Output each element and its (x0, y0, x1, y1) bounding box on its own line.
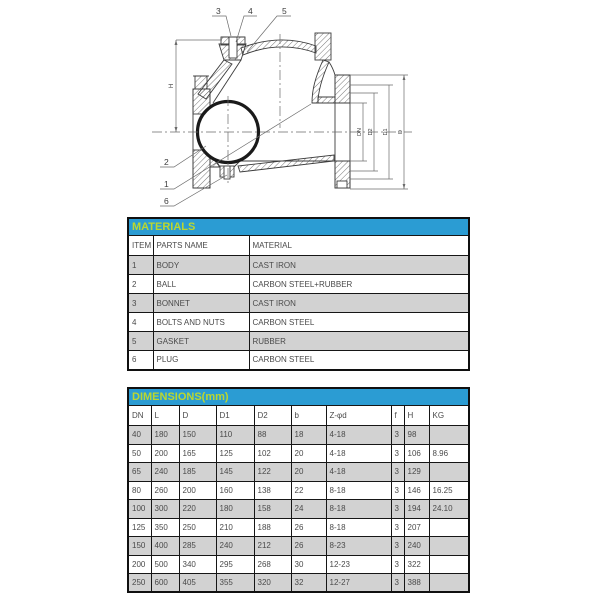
table-cell: 3 (391, 574, 404, 593)
table-cell: 138 (254, 481, 291, 500)
table-cell: 32 (291, 574, 326, 593)
table-cell: 158 (254, 500, 291, 519)
table-cell: CAST IRON (249, 256, 469, 275)
table-cell: 150 (128, 537, 151, 556)
column-header: L (151, 406, 179, 426)
table-cell: 295 (216, 555, 254, 574)
table-cell: 320 (254, 574, 291, 593)
table-cell: 65 (128, 463, 151, 482)
column-header: H (404, 406, 429, 426)
table-cell: 8-18 (326, 518, 391, 537)
table-cell: 24 (291, 500, 326, 519)
table-cell: 160 (216, 481, 254, 500)
table-row (128, 518, 469, 537)
table-cell: 355 (216, 574, 254, 593)
table-cell: 1 (128, 256, 153, 275)
column-header: PARTS NAME (153, 236, 249, 256)
table-cell: 125 (216, 444, 254, 463)
table-cell: 500 (151, 555, 179, 574)
table-row (128, 332, 469, 351)
table-cell: 260 (151, 481, 179, 500)
dim-label-d: D (398, 130, 404, 134)
table-cell: 12-23 (326, 555, 391, 574)
table-cell: 3 (391, 463, 404, 482)
table-cell: 3 (391, 500, 404, 519)
table-cell: 300 (151, 500, 179, 519)
table-cell: 150 (179, 426, 216, 445)
table-cell: 40 (128, 426, 151, 445)
table-cell (429, 463, 469, 482)
table-cell: 194 (404, 500, 429, 519)
callout-2: 2 (164, 157, 169, 167)
table-row (128, 537, 469, 556)
column-header: b (291, 406, 326, 426)
column-header: D1 (216, 406, 254, 426)
table-cell (429, 574, 469, 593)
table-cell: 30 (291, 555, 326, 574)
dim-label-d1: D1 (383, 128, 389, 136)
table-cell: 98 (404, 426, 429, 445)
table-cell: 106 (404, 444, 429, 463)
table-cell: 4-18 (326, 444, 391, 463)
table-cell: 405 (179, 574, 216, 593)
table-cell: 180 (151, 426, 179, 445)
table-cell: 3 (391, 481, 404, 500)
table-row (128, 574, 469, 593)
table-cell: 200 (151, 444, 179, 463)
table-row (128, 500, 469, 519)
table-cell: CAST IRON (249, 294, 469, 313)
column-header: ITEM (128, 236, 153, 256)
table-cell: 88 (254, 426, 291, 445)
table-cell: CARBON STEEL (249, 313, 469, 332)
table-cell: 200 (179, 481, 216, 500)
table-cell (429, 426, 469, 445)
table-cell: 122 (254, 463, 291, 482)
table-cell: 188 (254, 518, 291, 537)
table-cell: 26 (291, 537, 326, 556)
table-row (128, 555, 469, 574)
materials-title: MATERIALS (128, 218, 469, 236)
table-cell: 129 (404, 463, 429, 482)
callout-5: 5 (282, 6, 287, 16)
column-header: DN (128, 406, 151, 426)
materials-header-row (128, 236, 469, 256)
dim-label-dn: DN (357, 128, 363, 136)
table-cell: 3 (391, 426, 404, 445)
table-cell: 285 (179, 537, 216, 556)
outlet-neck (312, 60, 335, 103)
table-cell: 3 (128, 294, 153, 313)
dimensions-title-bar (128, 388, 469, 406)
dim-label-d2: D2 (368, 128, 374, 136)
table-cell: 26 (291, 518, 326, 537)
materials-table (127, 217, 470, 371)
dimensions-title: DIMENSIONS(mm) (128, 388, 469, 406)
table-cell: 240 (216, 537, 254, 556)
table-cell: 24.10 (429, 500, 469, 519)
table-row (128, 313, 469, 332)
table-cell: RUBBER (249, 332, 469, 351)
table-cell: 100 (128, 500, 151, 519)
dimensions-header-row (128, 406, 469, 426)
table-row (128, 294, 469, 313)
top-dome (241, 33, 331, 60)
table-row (128, 444, 469, 463)
table-cell: BONNET (153, 294, 249, 313)
table-cell: 4-18 (326, 426, 391, 445)
table-row (128, 481, 469, 500)
valve-drawing-svg (0, 0, 600, 216)
table-cell (429, 555, 469, 574)
table-cell: 8.96 (429, 444, 469, 463)
table-cell: GASKET (153, 332, 249, 351)
table-cell: 250 (128, 574, 151, 593)
column-header: MATERIAL (249, 236, 469, 256)
table-cell: 18 (291, 426, 326, 445)
table-row (128, 275, 469, 294)
table-cell: 180 (216, 500, 254, 519)
table-cell: 210 (216, 518, 254, 537)
table-cell: 4 (128, 313, 153, 332)
table-cell: 8-18 (326, 500, 391, 519)
callout-6: 6 (164, 196, 169, 206)
materials-body (128, 256, 469, 370)
table-cell: 340 (179, 555, 216, 574)
table-cell: 22 (291, 481, 326, 500)
table-cell: 80 (128, 481, 151, 500)
column-header: KG (429, 406, 469, 426)
table-cell: 200 (128, 555, 151, 574)
column-header: Z-φd (326, 406, 391, 426)
table-cell: 350 (151, 518, 179, 537)
table-cell: 5 (128, 332, 153, 351)
valve-body-outline (193, 33, 350, 188)
table-cell: 268 (254, 555, 291, 574)
table-cell: 3 (391, 444, 404, 463)
table-cell: 3 (391, 537, 404, 556)
table-cell: 125 (128, 518, 151, 537)
table-cell: 16.25 (429, 481, 469, 500)
table-cell: BODY (153, 256, 249, 275)
table-cell: 110 (216, 426, 254, 445)
table-cell: 2 (128, 275, 153, 294)
table-row (128, 463, 469, 482)
table-cell: 240 (151, 463, 179, 482)
table-cell: 185 (179, 463, 216, 482)
table-cell: 20 (291, 444, 326, 463)
materials-title-bar (128, 218, 469, 236)
table-cell: 4-18 (326, 463, 391, 482)
table-cell: 3 (391, 555, 404, 574)
table-cell: 20 (291, 463, 326, 482)
table-cell: 6 (128, 351, 153, 370)
table-cell: 8-23 (326, 537, 391, 556)
table-row (128, 256, 469, 275)
table-cell: 212 (254, 537, 291, 556)
table-cell: 145 (216, 463, 254, 482)
table-cell: 322 (404, 555, 429, 574)
table-cell: 400 (151, 537, 179, 556)
column-header: f (391, 406, 404, 426)
table-cell: BALL (153, 275, 249, 294)
table-cell: BOLTS AND NUTS (153, 313, 249, 332)
table-cell: 207 (404, 518, 429, 537)
table-cell: 12-27 (326, 574, 391, 593)
column-header: D (179, 406, 216, 426)
table-cell: 220 (179, 500, 216, 519)
dimensions-table (127, 387, 470, 593)
table-row (128, 351, 469, 370)
table-cell: PLUG (153, 351, 249, 370)
table-row (128, 426, 469, 445)
table-cell: 600 (151, 574, 179, 593)
table-cell: 165 (179, 444, 216, 463)
table-cell (429, 537, 469, 556)
callout-3: 3 (216, 6, 221, 16)
table-cell (429, 518, 469, 537)
table-cell: 3 (391, 518, 404, 537)
table-cell: 102 (254, 444, 291, 463)
table-cell: CARBON STEEL+RUBBER (249, 275, 469, 294)
table-cell: 146 (404, 481, 429, 500)
callout-4: 4 (248, 6, 253, 16)
table-cell: CARBON STEEL (249, 351, 469, 370)
table-cell: 50 (128, 444, 151, 463)
table-cell: 388 (404, 574, 429, 593)
table-cell: 250 (179, 518, 216, 537)
table-cell: 240 (404, 537, 429, 556)
valve-technical-drawing (0, 0, 600, 216)
table-cell: 8-18 (326, 481, 391, 500)
dimensions-body (128, 426, 469, 593)
dim-label-h: H (169, 83, 175, 89)
column-header: D2 (254, 406, 291, 426)
callout-1: 1 (164, 179, 169, 189)
